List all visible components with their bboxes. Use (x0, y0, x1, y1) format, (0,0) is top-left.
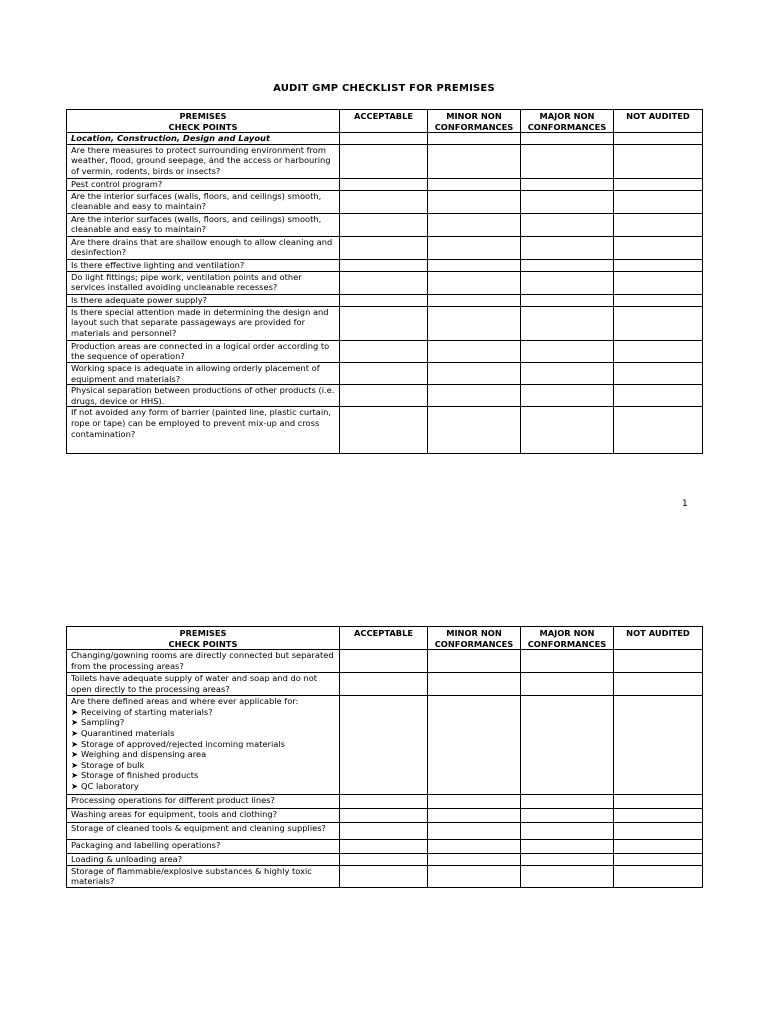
defined-area-item: ➤ Weighing and dispensing area (71, 749, 207, 760)
acceptable-cell[interactable] (340, 236, 428, 259)
defined-area-item: ➤ Storage of approved/rejected incoming materials (71, 738, 286, 749)
minor-cell[interactable] (428, 340, 521, 362)
checkpoint-question: Pest control program? (67, 178, 340, 190)
checkpoint-row (67, 306, 703, 340)
arrow-bullet-icon: ➤ (71, 717, 78, 728)
checkpoint-row (67, 271, 703, 294)
section-heading: Location, Construction, Design and Layout (67, 133, 340, 145)
not-audited-cell[interactable] (614, 340, 703, 362)
premises-label: PREMISES (179, 111, 227, 121)
checkpoint-row (67, 340, 703, 362)
checkpoint-question: Processing operations for different product lines? (67, 795, 340, 809)
major-cell[interactable] (521, 673, 614, 696)
checkpoint-question: Washing areas for equipment, tools and clothing? (67, 809, 340, 823)
arrow-bullet-icon: ➤ (71, 706, 78, 717)
checkpoint-question: If not avoided any form of barrier (painted line, plastic curtain, rope or tape) can be employed to prevent mix-up and cross contamination? (67, 407, 340, 454)
minor-cell[interactable] (428, 673, 521, 696)
major-cell[interactable] (521, 340, 614, 362)
minor-cell[interactable] (428, 809, 521, 823)
major-cell[interactable] (521, 213, 614, 236)
major-cell[interactable] (521, 823, 614, 840)
acceptable-header: ACCEPTABLE (340, 110, 428, 133)
major-cell[interactable] (521, 795, 614, 809)
major-cell[interactable] (521, 133, 614, 145)
minor-cell[interactable] (428, 178, 521, 190)
arrow-bullet-icon: ➤ (71, 770, 78, 781)
acceptable-cell[interactable] (340, 213, 428, 236)
major-cell[interactable] (521, 696, 614, 795)
not-audited-cell[interactable] (614, 840, 703, 854)
major-cell[interactable] (521, 178, 614, 190)
major-cell[interactable] (521, 190, 614, 213)
checkpoint-question: Packaging and labelling operations? (67, 840, 340, 854)
defined-areas-question (67, 696, 340, 795)
checkpoint-row (67, 840, 703, 854)
minor-cell[interactable] (428, 362, 521, 384)
acceptable-cell[interactable] (340, 407, 428, 454)
acceptable-header: ACCEPTABLE (340, 627, 428, 650)
not-audited-cell[interactable] (614, 259, 703, 271)
minor-cell[interactable] (428, 865, 521, 887)
not-audited-cell[interactable] (614, 795, 703, 809)
minor-cell[interactable] (428, 696, 521, 795)
not-audited-cell[interactable] (614, 133, 703, 145)
major-cell[interactable] (521, 854, 614, 866)
checkpoint-question: Changing/gowning rooms are directly connected but separated from the processing areas? (67, 650, 340, 673)
checkpoint-row (67, 823, 703, 840)
checkpoint-row (67, 865, 703, 887)
acceptable-cell[interactable] (340, 865, 428, 887)
major-cell[interactable] (521, 259, 614, 271)
major-nonconformances-header: MAJOR NON CONFORMANCES (521, 110, 614, 133)
checkpoint-row (67, 407, 703, 454)
checkpoint-question: Physical separation between productions of other products (i.e. drugs, device or HHS). (67, 385, 340, 407)
acceptable-cell[interactable] (340, 144, 428, 178)
checkpoint-question: Is there adequate power supply? (67, 294, 340, 306)
document-title: AUDIT GMP CHECKLIST FOR PREMISES (273, 83, 495, 94)
minor-cell[interactable] (428, 259, 521, 271)
acceptable-cell[interactable] (340, 809, 428, 823)
checkpoint-row (67, 795, 703, 809)
acceptable-cell[interactable] (340, 190, 428, 213)
minor-cell[interactable] (428, 144, 521, 178)
minor-nonconformances-header: MINOR NON CONFORMANCES (428, 110, 521, 133)
minor-cell[interactable] (428, 213, 521, 236)
defined-area-item: ➤ Quarantined materials (71, 727, 175, 738)
checkpoint-question: Are the interior surfaces (walls, floors, and ceilings) smooth, cleanable and easy to maintain? (67, 213, 340, 236)
acceptable-cell[interactable] (340, 178, 428, 190)
defined-area-item: ➤ Storage of finished products (71, 770, 199, 781)
major-cell[interactable] (521, 271, 614, 294)
defined-area-item: ➤ Receiving of starting materials? (71, 706, 213, 717)
not-audited-cell[interactable] (614, 294, 703, 306)
not-audited-cell[interactable] (614, 854, 703, 866)
defined-area-item: ➤ QC laboratory (71, 780, 139, 791)
major-nonconformances-header: MAJOR NON CONFORMANCES (521, 627, 614, 650)
minor-cell[interactable] (428, 650, 521, 673)
major-cell[interactable] (521, 385, 614, 407)
premises-header (67, 110, 340, 133)
page-number: 1 (682, 499, 688, 509)
checkpoint-row (67, 809, 703, 823)
major-cell[interactable] (521, 840, 614, 854)
checkpoint-question: Are the interior surfaces (walls, floors, and ceilings) smooth, cleanable and easy to maintain? (67, 190, 340, 213)
check-points-label: CHECK POINTS (168, 121, 238, 132)
not-audited-cell[interactable] (614, 306, 703, 340)
checkpoint-row (67, 362, 703, 384)
minor-cell[interactable] (428, 854, 521, 866)
not-audited-cell[interactable] (614, 385, 703, 407)
checkpoint-row (67, 236, 703, 259)
minor-cell[interactable] (428, 385, 521, 407)
minor-cell[interactable] (428, 407, 521, 454)
major-cell[interactable] (521, 306, 614, 340)
premises-header (67, 627, 340, 650)
section-row (67, 133, 703, 145)
arrow-bullet-icon: ➤ (71, 738, 78, 749)
major-cell[interactable] (521, 865, 614, 887)
major-cell[interactable] (521, 236, 614, 259)
not-audited-cell[interactable] (614, 865, 703, 887)
checkpoint-question: Toilets have adequate supply of water and soap and do not open directly to the processing areas? (67, 673, 340, 696)
checkpoint-question: Is there effective lighting and ventilation? (67, 259, 340, 271)
checklist-table-page-2 (66, 626, 703, 888)
checkpoint-question: Production areas are connected in a logical order according to the sequence of operation? (67, 340, 340, 362)
minor-cell[interactable] (428, 190, 521, 213)
not-audited-cell[interactable] (614, 271, 703, 294)
not-audited-cell[interactable] (614, 362, 703, 384)
minor-cell[interactable] (428, 795, 521, 809)
acceptable-cell[interactable] (340, 795, 428, 809)
minor-cell[interactable] (428, 236, 521, 259)
not-audited-cell[interactable] (614, 650, 703, 673)
not-audited-cell[interactable] (614, 213, 703, 236)
acceptable-cell[interactable] (340, 854, 428, 866)
check-points-label: CHECK POINTS (168, 638, 238, 649)
acceptable-cell[interactable] (340, 840, 428, 854)
arrow-bullet-icon: ➤ (71, 727, 78, 738)
checkpoint-row (67, 213, 703, 236)
acceptable-cell[interactable] (340, 294, 428, 306)
acceptable-cell[interactable] (340, 133, 428, 145)
checkpoint-question: Are there measures to protect surrounding environment from weather, flood, ground seepage, and the access or harbouring of vermin, rodents, birds or insects? (67, 144, 340, 178)
acceptable-cell[interactable] (340, 696, 428, 795)
minor-cell[interactable] (428, 271, 521, 294)
not-audited-cell[interactable] (614, 823, 703, 840)
checkpoint-row (67, 650, 703, 673)
arrow-bullet-icon: ➤ (71, 749, 78, 760)
defined-areas-row (67, 696, 703, 795)
arrow-bullet-icon: ➤ (71, 759, 78, 770)
acceptable-cell[interactable] (340, 259, 428, 271)
header-row (67, 110, 703, 133)
checkpoint-row (67, 385, 703, 407)
checkpoint-row (67, 294, 703, 306)
checkpoint-row (67, 178, 703, 190)
checkpoint-question: Is there special attention made in determining the design and layout such that separate passageways are provided for materials and personnel? (67, 306, 340, 340)
not-audited-cell[interactable] (614, 178, 703, 190)
checkpoint-row (67, 854, 703, 866)
acceptable-cell[interactable] (340, 362, 428, 384)
major-cell[interactable] (521, 144, 614, 178)
minor-cell[interactable] (428, 840, 521, 854)
not-audited-header: NOT AUDITED (614, 627, 703, 650)
minor-cell[interactable] (428, 294, 521, 306)
checkpoint-question: Storage of cleaned tools & equipment and cleaning supplies? (67, 823, 340, 840)
acceptable-cell[interactable] (340, 385, 428, 407)
major-cell[interactable] (521, 809, 614, 823)
not-audited-cell[interactable] (614, 144, 703, 178)
major-cell[interactable] (521, 650, 614, 673)
header-row (67, 627, 703, 650)
minor-nonconformances-header: MINOR NON CONFORMANCES (428, 627, 521, 650)
premises-label: PREMISES (179, 628, 227, 638)
acceptable-cell[interactable] (340, 340, 428, 362)
acceptable-cell[interactable] (340, 306, 428, 340)
checklist-table-page-1 (66, 109, 703, 454)
acceptable-cell[interactable] (340, 673, 428, 696)
checkpoint-question: Working space is adequate in allowing orderly placement of equipment and materials? (67, 362, 340, 384)
not-audited-header: NOT AUDITED (614, 110, 703, 133)
acceptable-cell[interactable] (340, 271, 428, 294)
defined-area-item: ➤ Sampling? (71, 717, 125, 728)
acceptable-cell[interactable] (340, 823, 428, 840)
checkpoint-row (67, 190, 703, 213)
not-audited-cell[interactable] (614, 236, 703, 259)
checkpoint-question: Storage of flammable/explosive substances & highly toxic materials? (67, 865, 340, 887)
checkpoint-row (67, 259, 703, 271)
not-audited-cell[interactable] (614, 673, 703, 696)
not-audited-cell[interactable] (614, 407, 703, 454)
checkpoint-question: Do light fittings; pipe work, ventilation points and other services installed avoiding uncleanable recesses? (67, 271, 340, 294)
minor-cell[interactable] (428, 306, 521, 340)
checkpoint-question: Are there drains that are shallow enough to allow cleaning and desinfection? (67, 236, 340, 259)
arrow-bullet-icon: ➤ (71, 780, 78, 791)
not-audited-cell[interactable] (614, 696, 703, 795)
major-cell[interactable] (521, 362, 614, 384)
checkpoint-row (67, 673, 703, 696)
checkpoint-row (67, 144, 703, 178)
not-audited-cell[interactable] (614, 809, 703, 823)
defined-areas-intro: Are there defined areas and where ever applicable for: (71, 696, 299, 707)
minor-cell[interactable] (428, 823, 521, 840)
major-cell[interactable] (521, 407, 614, 454)
not-audited-cell[interactable] (614, 190, 703, 213)
checkpoint-question: Loading & unloading area? (67, 854, 340, 866)
defined-area-item: ➤ Storage of bulk (71, 759, 145, 770)
major-cell[interactable] (521, 294, 614, 306)
minor-cell[interactable] (428, 133, 521, 145)
acceptable-cell[interactable] (340, 650, 428, 673)
